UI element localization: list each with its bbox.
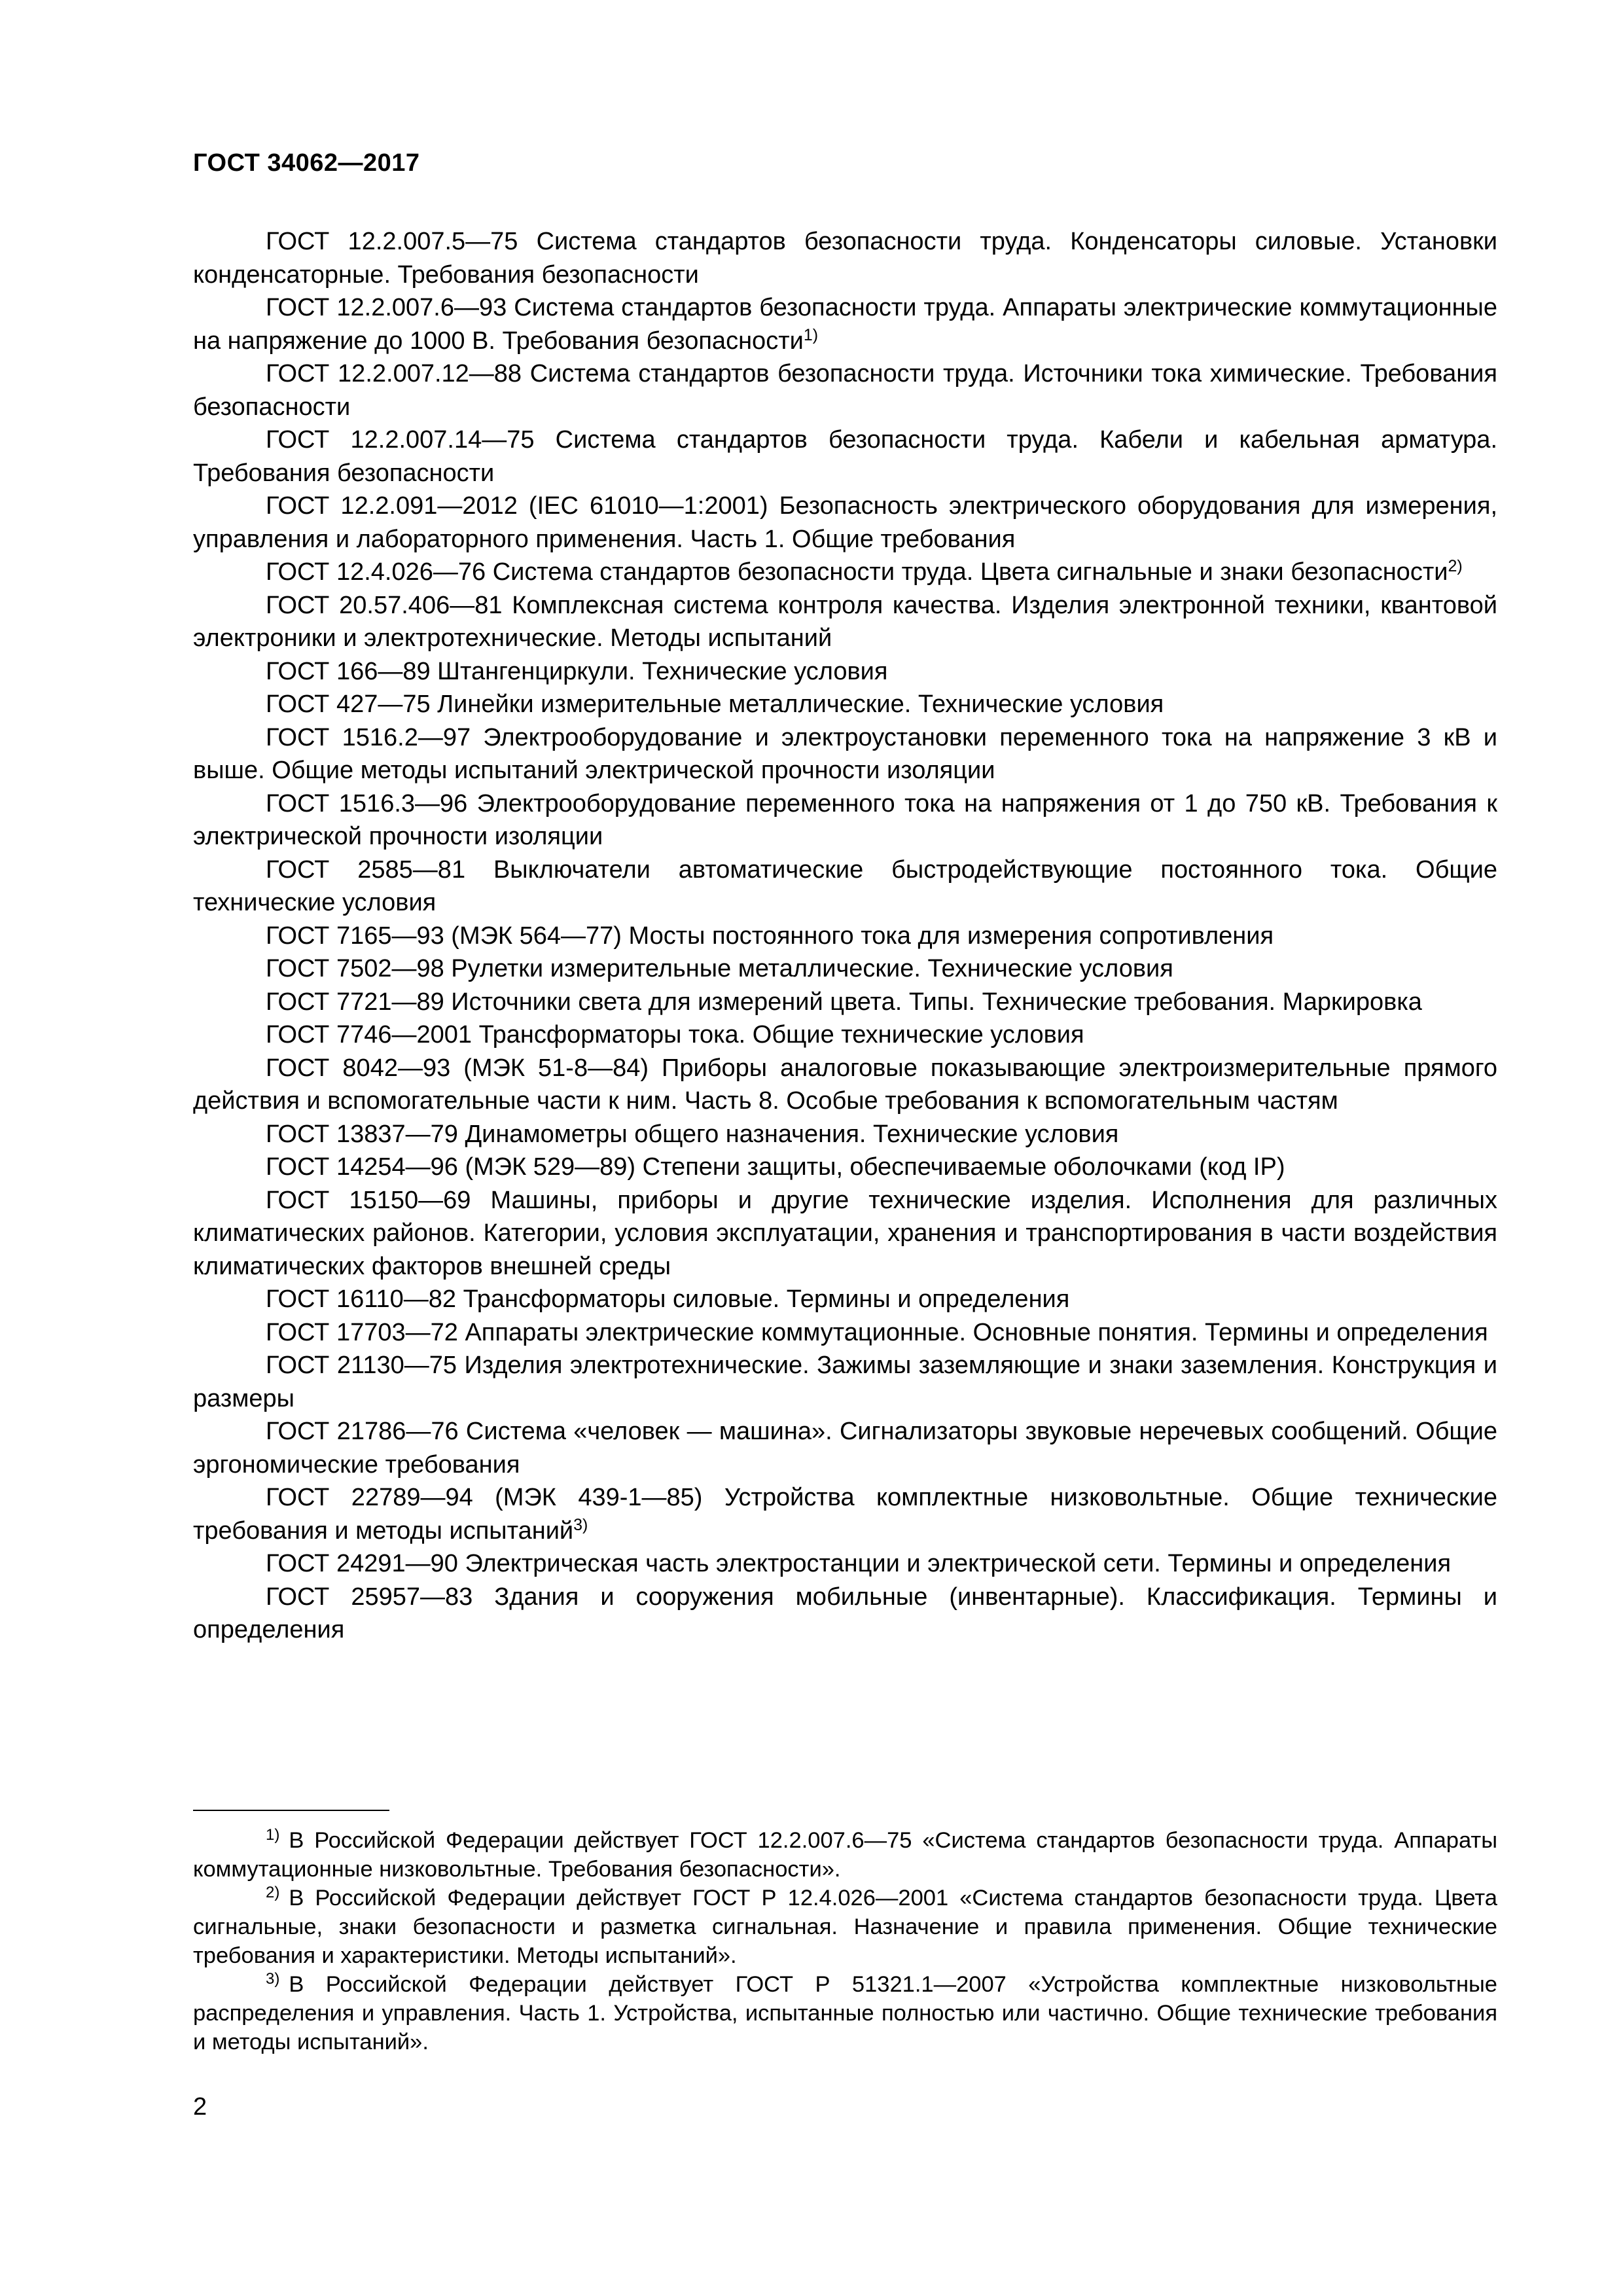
reference-text: ГОСТ 15150—69 Машины, приборы и другие технические изделия. Исполнения для различных климатических районов. Категории, условия эксплуатации, хранения и транспортирования в части воздействия климатических факторов внешней среды	[193, 1186, 1505, 1280]
reference-text: ГОСТ 166—89 Штангенциркули. Технические условия	[266, 657, 888, 685]
footnote-reference: 1)	[803, 325, 819, 344]
reference-item	[193, 787, 1505, 853]
reference-item	[193, 1052, 1505, 1118]
reference-text: ГОСТ 2585—81 Выключатели автоматические быстродействующие постоянного тока. Общие технические условия	[193, 855, 1505, 916]
footnote-item	[193, 1826, 1497, 1884]
reference-item	[193, 1151, 1497, 1184]
footnote-item	[193, 1970, 1497, 2056]
reference-item	[193, 1415, 1505, 1481]
reference-item	[193, 1316, 1497, 1350]
reference-text: ГОСТ 12.2.007.12—88 Система стандартов безопасности труда. Источники тока химические. Требования безопасности	[193, 360, 1505, 421]
footnote-reference: 2)	[1448, 557, 1463, 575]
page-number: 2	[193, 2093, 207, 2121]
footnote-item	[193, 1884, 1497, 1970]
reference-item	[193, 853, 1505, 920]
reference-item	[193, 1581, 1505, 1647]
reference-item	[193, 556, 1497, 589]
reference-item	[193, 721, 1505, 787]
reference-item	[193, 952, 1497, 986]
reference-text: ГОСТ 7721—89 Источники света для измерений цвета. Типы. Технические требования. Маркировка	[266, 988, 1422, 1016]
reference-text: ГОСТ 12.4.026—76 Система стандартов безопасности труда. Цвета сигнальные и знаки безопасности	[266, 558, 1448, 586]
document-code-header: ГОСТ 34062—2017	[193, 149, 420, 177]
reference-text: ГОСТ 12.2.007.14—75 Система стандартов безопасности труда. Кабели и кабельная арматура. Требования безопасности	[193, 426, 1505, 487]
reference-item	[193, 490, 1505, 556]
reference-item	[193, 1184, 1505, 1283]
reference-item	[193, 1018, 1497, 1052]
reference-item	[193, 688, 1497, 721]
reference-text: ГОСТ 21786—76 Система «человек — машина». Сигнализаторы звуковые неречевых сообщений. Общие эргономические требования	[193, 1418, 1505, 1479]
reference-text: ГОСТ 13837—79 Динамометры общего назначения. Технические условия	[266, 1120, 1119, 1148]
reference-text: ГОСТ 8042—93 (МЭК 51-8—84) Приборы аналоговые показывающие электроизмерительные прямого действия и вспомогательные части к ним. Часть 8. Особые требования к вспомогательным частям	[193, 1054, 1505, 1115]
footnote-reference: 3)	[573, 1515, 588, 1534]
reference-text: ГОСТ 12.2.007.6—93 Система стандартов безопасности труда. Аппараты электрические коммутационные на напряжение до 1000 В. Требования безопасности	[193, 294, 1505, 355]
reference-text: ГОСТ 21130—75 Изделия электротехнические. Зажимы заземляющие и знаки заземления. Конструкция и размеры	[193, 1352, 1505, 1412]
reference-item	[193, 1349, 1505, 1415]
reference-text: ГОСТ 7746—2001 Трансформаторы тока. Общие технические условия	[266, 1021, 1084, 1049]
reference-item	[193, 225, 1505, 291]
footnotes-section	[193, 1826, 1497, 2056]
reference-text: ГОСТ 20.57.406—81 Комплексная система контроля качества. Изделия электронной техники, квантовой электроники и электротехнические. Методы испытаний	[193, 591, 1505, 652]
reference-text: ГОСТ 12.2.091—2012 (IEC 61010—1:2001) Безопасность электрического оборудования для измерения, управления и лабораторного применения. Часть 1. Общие требования	[193, 492, 1505, 553]
footnote-mark: 2)	[266, 1884, 280, 1901]
reference-text: ГОСТ 427—75 Линейки измерительные металлические. Технические условия	[266, 691, 1164, 718]
reference-text: ГОСТ 1516.3—96 Электрооборудование переменного тока на напряжения от 1 до 750 кВ. Требования к электрической прочности изоляции	[193, 789, 1505, 850]
reference-text: ГОСТ 7502—98 Рулетки измерительные металлические. Технические условия	[266, 955, 1173, 982]
reference-item	[193, 291, 1505, 357]
footnote-mark: 1)	[266, 1826, 280, 1844]
reference-item	[193, 655, 1497, 689]
reference-text: ГОСТ 24291—90 Электрическая часть электростанции и электрической сети. Термины и определения	[266, 1550, 1452, 1577]
reference-text: ГОСТ 12.2.007.5—75 Система стандартов безопасности труда. Конденсаторы силовые. Установки конденсаторные. Требования безопасности	[193, 228, 1505, 289]
reference-text: ГОСТ 16110—82 Трансформаторы силовые. Термины и определения	[266, 1285, 1070, 1313]
normative-references-list	[193, 225, 1505, 1647]
footnote-text: В Российской Федерации действует ГОСТ Р 51321.1—2007 «Устройства комплектные низковольтные распределения и управления. Часть 1. Устройства, испытанные полностью или частично. Общие технические требования и методы испытаний».	[193, 1972, 1497, 2054]
footnote-mark: 3)	[266, 1970, 280, 1988]
footnote-separator	[193, 1810, 389, 1811]
reference-text: ГОСТ 1516.2—97 Электрооборудование и электроустановки переменного тока на напряжение 3 кВ и выше. Общие методы испытаний электрической прочности изоляции	[193, 723, 1505, 784]
reference-text: ГОСТ 22789—94 (МЭК 439-1—85) Устройства комплектные низковольтные. Общие технические требования и методы испытаний	[193, 1484, 1505, 1545]
reference-item	[193, 1283, 1497, 1316]
reference-item	[193, 1481, 1505, 1547]
reference-item	[193, 423, 1505, 490]
reference-item	[193, 357, 1505, 423]
reference-item	[193, 1118, 1497, 1151]
reference-text: ГОСТ 14254—96 (МЭК 529—89) Степени защиты, обеспечиваемые оболочками (код IP)	[266, 1153, 1285, 1181]
reference-item	[193, 986, 1497, 1019]
reference-item	[193, 589, 1505, 655]
reference-item	[193, 1547, 1497, 1581]
footnote-text: В Российской Федерации действует ГОСТ 12.2.007.6—75 «Система стандартов безопасности труда. Аппараты коммутационные низковольтные. Требования безопасности».	[193, 1828, 1497, 1882]
reference-item	[193, 920, 1497, 953]
reference-text: ГОСТ 17703—72 Аппараты электрические коммутационные. Основные понятия. Термины и определения	[266, 1318, 1488, 1346]
reference-text: ГОСТ 25957—83 Здания и сооружения мобильные (инвентарные). Классификация. Термины и определения	[193, 1583, 1505, 1643]
reference-text: ГОСТ 7165—93 (МЭК 564—77) Мосты постоянного тока для измерения сопротивления	[266, 922, 1274, 950]
footnote-text: В Российской Федерации действует ГОСТ Р 12.4.026—2001 «Система стандартов безопасности труда. Цвета сигнальные, знаки безопасности и разметка сигнальная. Назначение и правила применения. Общие технические требования и характеристики. Методы испытаний».	[193, 1886, 1497, 1968]
